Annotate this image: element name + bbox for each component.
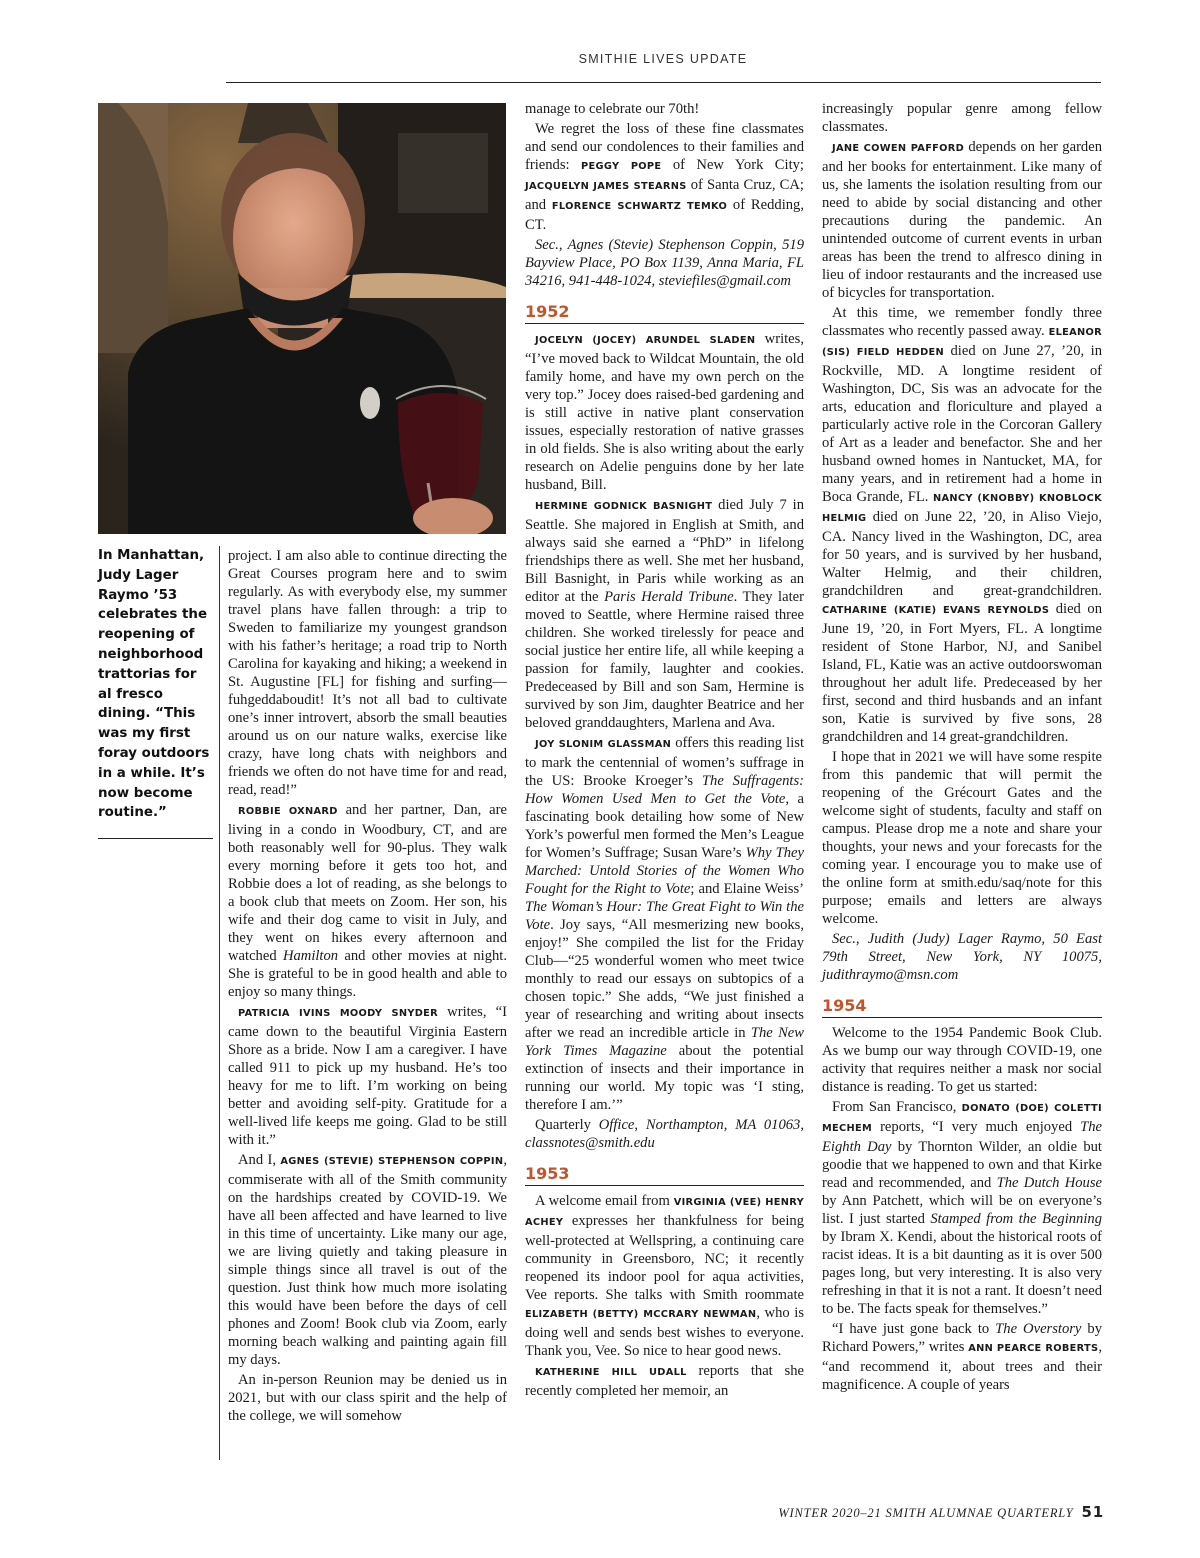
secretary-address: Sec., Judith (Judy) Lager Raymo, 50 East 79th Street, New York, NY 10075, judithraymo@msn.com [822,931,1102,983]
classmate-name: DONATO (DOE) COLETTI MECHEM [822,1103,1102,1134]
paragraph: An in-person Reunion may be denied us in 2021, but with our class spirit and the help of the college, we will somehow [228,1372,507,1424]
paragraph: We regret the loss of these fine classmates and send our condolences to their families and friends: PEGGY POPE of New York City; JACQUELYN JAMES STEARNS of Santa Cruz, CA; and FLORENCE SCHWARTZ TEMKO of Redding, CT. [525,121,804,233]
paragraph: PATRICIA IVINS MOODY SNYDER writes, “I came down to the beautiful Virginia Eastern Shore as a bride. Now I am a caregiver. I have called 911 to pick up my husband. He’s too heavy for me to lift. I’m working on being better and avoiding self-pity. Gratitude for a well-lived life keeps me going. Glad to be still with it.” [228,1004,507,1148]
classmate-name: NANCY (KNOBBY) KNOBLOCK HELMIG [822,493,1102,524]
paragraph: HERMINE GODNICK BASNIGHT died July 7 in Seattle. She majored in English at Smith, and always said she earned a “PhD” in lifelong friendships there as well. She met her husband, Bill Basnight, in Paris while working as an editor at the Paris Herald Tribune. They later moved to Seattle, where Hermine raised three children. She worked tirelessly for peace and social justice her entire life, all while keeping a passion for family, laughter and cookies. Predeceased by Bill and son Sam, Hermine is survived by son Jim, daughter Beatrice and her beloved granddaughters, Marlena and Ava. [525,497,804,731]
column-rule [219,546,220,1460]
photo-illustration [98,103,506,534]
paragraph: At this time, we remember fondly three classmates who recently passed away. ELEANOR (SIS) FIELD HEDDEN died on June 27, ’20, in Rockville, MD. A longtime resident of Washington, DC, Sis was an advocate for the arts, education and floriculture and played a particularly active role in the Corcoran Gallery of Art as a leader and benefactor. She and her husband owned homes in Nantucket, MA, for many years, and in retirement had a home in Boca Grande, FL. NANCY (KNOBBY) KNOBLOCK HELMIG died on June 22, ’20, in Aliso Viejo, CA. Nancy lived in the Washington, DC, area for 50 years, and is survived by her husband, Walter Helmig, and their children, grandchildren and great-grandchildren. CATHARINE (KATIE) EVANS REYNOLDS died on June 19, ’20, in Fort Myers, FL. A longtime resident of Stone Harbor, NJ, and Sanibel Island, FL, Katie was an active outdoorswoman throughout her adult life. Predeceased by her first, second and third husbands and an infant son, Katie is survived by five sons, 28 grandchildren and 14 great-grandchildren. [822,305,1102,745]
paragraph: JOCELYN (JOCEY) ARUNDEL SLADEN writes, “I’ve moved back to Wildcat Mountain, the old family home, and have my own perch on the very top.” Jocey does raised-bed gardening and is still active in native plant conservation issues, especially restoration of native grasses in old fields. She is also writing about the early research on Adelie penguins done by her late husband, Bill. [525,331,804,493]
classmate-name: HERMINE GODNICK BASNIGHT [535,501,713,512]
classmate-name: CATHARINE (KATIE) EVANS REYNOLDS [822,605,1050,616]
paragraph: I hope that in 2021 we will have some respite from this pandemic that will permit the reopening of the Grécourt Gates and the welcome sight of students, faculty and staff on campus. Please drop me a note and share your thoughts, your news and your forecasts for the coming year. I encourage you to make use of the online form at smith.edu/saq/note for this purpose; emails and letters are always welcome. [822,749,1102,927]
paragraph: JANE COWEN PAFFORD depends on her garden and her books for entertainment. Like many of us, she laments the isolation resulting from our need to abide by social distancing and other precautions during the pandemic. An unintended outcome of current events in urban areas has been the trend to alfresco dining in lieu of indoor restaurants and the increased use of bicycles for transportation. [822,139,1102,301]
paragraph: ROBBIE OXNARD and her partner, Dan, are living in a condo in Woodbury, CT, and are both reasonably well for 90-plus. They walk every morning before it gets too hot, and Robbie does a lot of reading, as she belongs to a book club that meets on Zoom. Her son, his wife and their dog came to visit in July, and they went on hikes every afternoon and watched Hamilton and other movies at night. She is grateful to be in good health and able to enjoy so many things. [228,802,507,1000]
classmate-name: ROBBIE OXNARD [238,806,338,817]
classmate-name: JOY SLONIM GLASSMAN [535,739,672,750]
classmate-name: JANE COWEN PAFFORD [832,143,965,154]
class-year-heading: 1952 [525,302,804,324]
classmate-name: ANN PEARCE ROBERTS [968,1343,1099,1354]
class-year-heading: 1954 [822,996,1102,1018]
class-year-heading: 1953 [525,1164,804,1186]
secretary-address: Sec., Agnes (Stevie) Stephenson Coppin, 519 Bayview Place, PO Box 1139, Anna Maria, FL 34216, 941-448-1024, steviefiles@gmail.com [525,237,804,289]
paragraph: A welcome email from VIRGINIA (VEE) HENRY ACHEY expresses her thankfulness for being well-protected at Wellspring, a continuing care community in Greensboro, NC; it recently reopened its indoor pool for aqua activities, Vee reports. She talks with Smith roommate ELIZABETH (BETTY) MCCRARY NEWMAN, who is doing well and sends best wishes to everyone. Thank you, Vee. So nice to hear good news. [525,1193,805,1359]
paragraph: KATHERINE HILL UDALL reports that she recently completed her memoir, an [525,1363,804,1399]
paragraph: manage to celebrate our 70th! [525,101,700,117]
page-footer [778,1503,1104,1521]
classmate-name: PATRICIA IVINS MOODY SNYDER [238,1008,439,1019]
paragraph: increasingly popular genre among fellow classmates. [822,101,1102,135]
classmate-name: ELIZABETH (BETTY) MCCRARY NEWMAN [525,1309,757,1320]
classmate-name: JOCELYN (JOCEY) ARUNDEL SLADEN [535,335,756,346]
photo-judy-raymo [98,103,506,534]
classmate-name: PEGGY POPE [581,161,662,172]
column-2 [525,100,804,1400]
paragraph: From San Francisco, DONATO (DOE) COLETTI MECHEM reports, “I very much enjoyed The Eighth Day by Thornton Wilder, an oldie but goodie that we happened to own and that Kirke read and recommended, and The Dutch House by Ann Patchett, which will be on everyone’s list. I just started Stamped from the Beginning by Ibram X. Kendi, about the historical roots of racist ideas. It is a bit daunting as it is over 500 pages long, but very interesting. It is also very refreshing in that it is not a rant. It doesn’t need to be. The facts speak for themselves.” [822,1099,1102,1317]
page-number: 51 [1081,1503,1104,1521]
classmate-name: VIRGINIA (VEE) HENRY ACHEY [525,1197,804,1228]
paragraph: And I, AGNES (STEVIE) STEPHENSON COPPIN, commiserate with all of the Smith community on the hardships created by COVID-19. We have all been affected and have learned to live in this time of uncertainty. Like many our age, we are living quietly and taking pleasure in simple things since all travel is out of the question. Just think how much more isolating this would have been before the days of cell phones and Zoom! Book club via Zoom, early morning beach walking and painting again fill my days. [228,1152,507,1368]
section-header: SMITHIE LIVES UPDATE [578,52,748,66]
paragraph: project. I am also able to continue directing the Great Courses program here and to swim regularly. As with everybody else, my summer travel plans have fallen through: a trip to Sweden to familiarize my youngest grandson with his father’s heritage; a road trip to North Carolina for kayaking and hiking; a weekend in St. Augustine [FL] for fishing and surfing—fuhgeddaboudit! It’s not all bad to cultivate one’s inner introvert, absorb the small beauties around us on our nature walks, exercise like crazy, have long chats with neighbors and friends we often do not have time for and read, read, read!” [228,548,507,798]
paragraph: JOY SLONIM GLASSMAN offers this reading list to mark the centennial of women’s suffrage in the US: Brooke Kroeger’s The Suffragents: How Women Used Men to Get the Vote, a fascinating book detailing how some of New York’s powerful men formed the Men’s League for Women’s Suffrage; Susan Ware’s Why They Marched: Untold Stories of the Women Who Fought for the Right to Vote; and Elaine Weiss’ The Woman’s Hour: The Great Fight to Win the Vote. Joy says, “All mesmerizing new books, enjoy!” She compiled the list for the Friday Club—“25 wonderful women who meet twice monthly to read our essays on subtopics of a chosen topic.” She adds, “We just finished a year of researching and writing about insects after we read an incredible article in The New York Times Magazine about the potential extinction of insects and their importance in running our world. My topic was ‘I sting, therefore I am.’” [525,735,805,1113]
classmate-name: AGNES (STEVIE) STEPHENSON COPPIN [280,1156,504,1167]
header-rule [226,82,1101,83]
issue-line: WINTER 2020–21 SMITH ALUMNAE QUARTERLY [778,1506,1074,1520]
caption-rule [98,838,213,839]
photo-caption: In Manhattan, Judy Lager Raymo ’53 celebrates the reopening of neighborhood trattorias for al fresco dining. “This was my first foray outdoors in a while. It’s now become routine.” [98,548,210,821]
column-1 [228,547,507,1425]
classmate-name: KATHERINE HILL UDALL [535,1367,687,1378]
classmate-name: ELEANOR (SIS) FIELD HEDDEN [822,327,1102,358]
column-3 [822,100,1102,1394]
paragraph: “I have just gone back to The Overstory by Richard Powers,” writes ANN PEARCE ROBERTS, “and recommend it, about trees and their magnificence. A couple of years [822,1321,1103,1393]
classmate-name: FLORENCE SCHWARTZ TEMKO [551,201,728,212]
classmate-name: JACQUELYN JAMES STEARNS [525,181,687,192]
paragraph: Quarterly Office, Northampton, MA 01063, classnotes@smith.edu [525,1117,804,1151]
paragraph: Welcome to the 1954 Pandemic Book Club. As we bump our way through COVID-19, one activity that requires neither a mask nor social distance is reading. To get us started: [822,1025,1102,1095]
